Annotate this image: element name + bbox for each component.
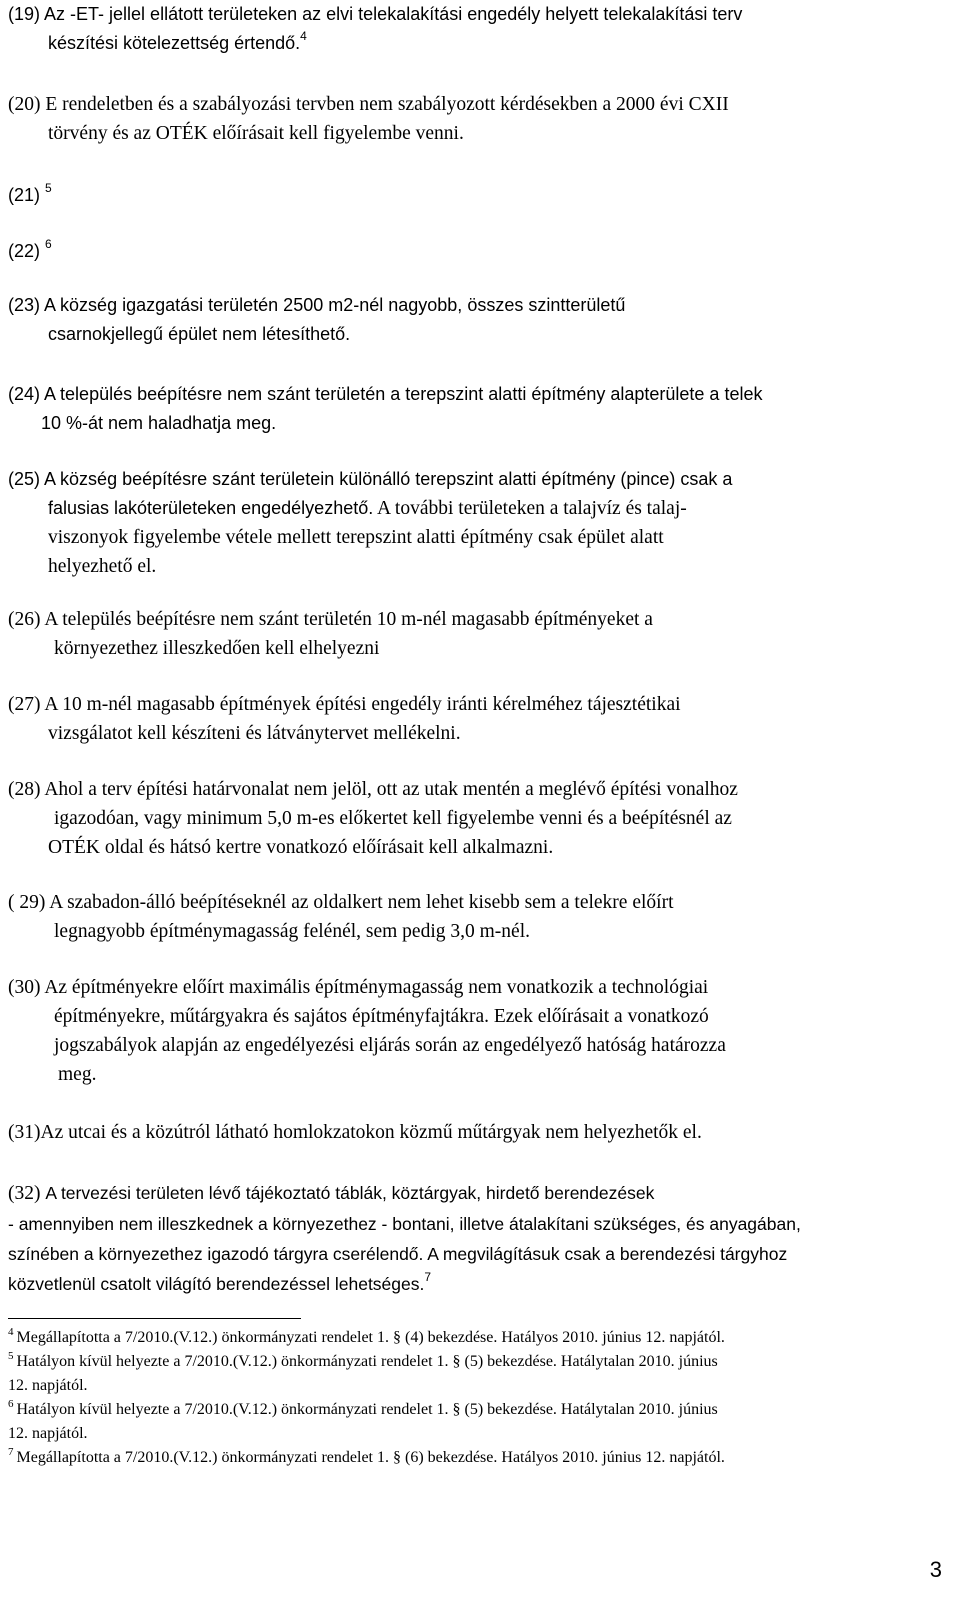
paragraph-text: helyezhető el.: [48, 556, 157, 577]
paragraph-text: Az utcai és a közútról látható homlokzatokon közmű műtárgyak nem helyezhetők el.: [40, 1122, 702, 1143]
paragraph-text: csarnokjellegű épület nem létesíthető.: [48, 324, 351, 344]
footnote-number: 6: [8, 1398, 14, 1410]
paragraph-text: legnagyobb építménymagasság felénél, sem pedig 3,0 m-nél.: [54, 921, 530, 942]
paragraph-22: [8, 237, 943, 266]
footnote-ref[interactable]: 6: [45, 237, 52, 251]
paragraph-text: - amennyiben nem illeszkednek a környezethez - bontani, illetve átalakítani szükséges, és anyagában,: [8, 1214, 801, 1234]
paragraph-26: [8, 605, 943, 663]
paragraph-number: (28): [8, 779, 41, 800]
paragraph-21: [8, 181, 943, 210]
footnote-separator: [8, 1318, 301, 1319]
paragraph-text: A település beépítésre nem szánt területén 10 m-nél magasabb építményeket a: [44, 609, 653, 630]
paragraph-20: [8, 90, 943, 148]
footnote-text: Megállapította a 7/2010.(V.12.) önkormányzati rendelet 1. § (4) bekezdése. Hatályos 2010. június 12. napjától.: [16, 1329, 725, 1346]
footnote-ref[interactable]: 7: [424, 1270, 432, 1284]
paragraph-text: A település beépítésre nem szánt területén a terepszint alatti építmény alapterülete a telek: [44, 384, 763, 404]
paragraph-28: [8, 775, 943, 862]
paragraph-23: [8, 291, 943, 349]
paragraph-text: igazodóan, vagy minimum 5,0 m-es előkertet kell figyelembe venni és a beépítésnél az: [54, 808, 732, 829]
paragraph-text: 10 %-át nem haladhatja meg.: [41, 413, 277, 433]
paragraph-text: jogszabályok alapján az engedélyezési eljárás során az engedélyező hatóság határozza: [54, 1035, 726, 1056]
paragraph-number: (20): [8, 94, 41, 115]
paragraph-24: [8, 380, 943, 438]
paragraph-text: építményekre, műtárgyakra és sajátos építményfajtákra. Ezek előírásait a vonatkozó: [54, 1006, 709, 1027]
paragraph-text: A szabadon-álló beépítéseknél az oldalkert nem lehet kisebb sem a telekre előírt: [49, 892, 674, 913]
paragraph-25: [8, 465, 943, 581]
footnote-text: 12. napjától.: [8, 1377, 88, 1394]
paragraph-number: (25): [8, 469, 41, 489]
paragraph-19: [8, 0, 943, 58]
footnote-ref[interactable]: 5: [45, 181, 52, 195]
paragraph-number: (23): [8, 295, 41, 315]
footnote-5-cont: [8, 1374, 943, 1398]
paragraph-text: színében a környezethez igazodó tárgyra cserélendő. A megvilágításuk csak a berendezési tárgyhoz: [8, 1244, 788, 1264]
paragraph-text: Ahol a terv építési határvonalat nem jelöl, ott az utak mentén a meglévő építési vonalhoz: [44, 779, 738, 800]
paragraph-text: OTÉK oldal és hátsó kertre vonatkozó előírásait kell alkalmazni.: [48, 837, 554, 858]
paragraph-number: (27): [8, 694, 41, 715]
footnote-7: [8, 1446, 943, 1470]
footnote-number: 5: [8, 1350, 14, 1362]
paragraph-30: [8, 973, 943, 1089]
paragraph-number: (21): [8, 185, 41, 205]
paragraph-text: viszonyok figyelembe vétele mellett terepszint alatti építmény csak épület alatt: [48, 527, 664, 548]
footnote-text: Megállapította a 7/2010.(V.12.) önkormányzati rendelet 1. § (6) bekezdése. Hatályos 2010. június 12. napjától.: [16, 1449, 725, 1466]
paragraph-number: (24): [8, 384, 41, 404]
paragraph-number: (22): [8, 241, 41, 261]
page-number: 3: [929, 1557, 942, 1582]
footnote-6-cont: [8, 1422, 943, 1446]
paragraph-number: (31): [8, 1122, 41, 1143]
paragraph-32: [8, 1178, 943, 1299]
paragraph-text: A község igazgatási területén 2500 m2-nél nagyobb, összes szintterületű: [44, 295, 626, 315]
paragraph-29: [8, 888, 943, 946]
paragraph-text: közvetlenül csatolt világító berendezéssel lehetséges.: [8, 1274, 425, 1294]
paragraph-text: E rendeletben és a szabályozási tervben nem szabályozott kérdésekben a 2000 évi CXII: [45, 94, 729, 115]
footnote-5: [8, 1350, 943, 1374]
paragraph-text: Az -ET- jellel ellátott területeken az elvi telekalakítási engedély helyett telekalakítási terv: [44, 4, 743, 24]
footnote-text: Hatályon kívül helyezte a 7/2010.(V.12.) önkormányzati rendelet 1. § (5) bekezdése. Hatálytalan 2010. június: [16, 1353, 718, 1370]
paragraph-number: (30): [8, 977, 41, 998]
paragraph-text: vizsgálatot kell készíteni és látványtervet mellékelni.: [48, 723, 461, 744]
paragraph-text: A 10 m-nél magasabb építmények építési engedély iránti kérelméhez tájesztétikai: [44, 694, 681, 715]
footnote-text: 12. napjától.: [8, 1425, 88, 1442]
footnote-number: 4: [8, 1326, 14, 1338]
paragraph-text: meg.: [58, 1064, 97, 1085]
paragraph-text: törvény és az OTÉK előírásait kell figyelembe venni.: [48, 123, 464, 144]
paragraph-text: készítési kötelezettség értendő.: [48, 33, 301, 53]
paragraph-number: (26): [8, 609, 41, 630]
paragraph-text: Az építményekre előírt maximális építménymagasság nem vonatkozik a technológiai: [44, 977, 709, 998]
paragraph-text: falusias lakóterületeken engedélyezhető.: [48, 498, 374, 518]
paragraph-number: (19): [8, 4, 41, 24]
footnote-number: 7: [8, 1446, 14, 1458]
footnote-4: [8, 1326, 943, 1350]
footnote-ref[interactable]: 4: [300, 29, 307, 43]
paragraph-27: [8, 690, 943, 748]
footnotes: [8, 1326, 943, 1470]
paragraph-number: (32): [8, 1183, 41, 1204]
paragraph-text: A község beépítésre szánt területein különálló terepszint alatti építmény (pince) csak a: [44, 469, 733, 489]
paragraph-number: ( 29): [8, 892, 46, 913]
footnote-6: [8, 1398, 943, 1422]
paragraph-31: [8, 1118, 943, 1147]
footnote-text: Hatályon kívül helyezte a 7/2010.(V.12.) önkormányzati rendelet 1. § (5) bekezdése. Hatálytalan 2010. június: [16, 1401, 718, 1418]
paragraph-text: környezethez illeszkedően kell elhelyezni: [54, 638, 380, 659]
paragraph-text: A tervezési területen lévő tájékoztató táblák, köztárgyak, hirdető berendezések: [45, 1183, 655, 1203]
paragraph-text: A további területeken a talajvíz és talaj-: [373, 498, 687, 519]
